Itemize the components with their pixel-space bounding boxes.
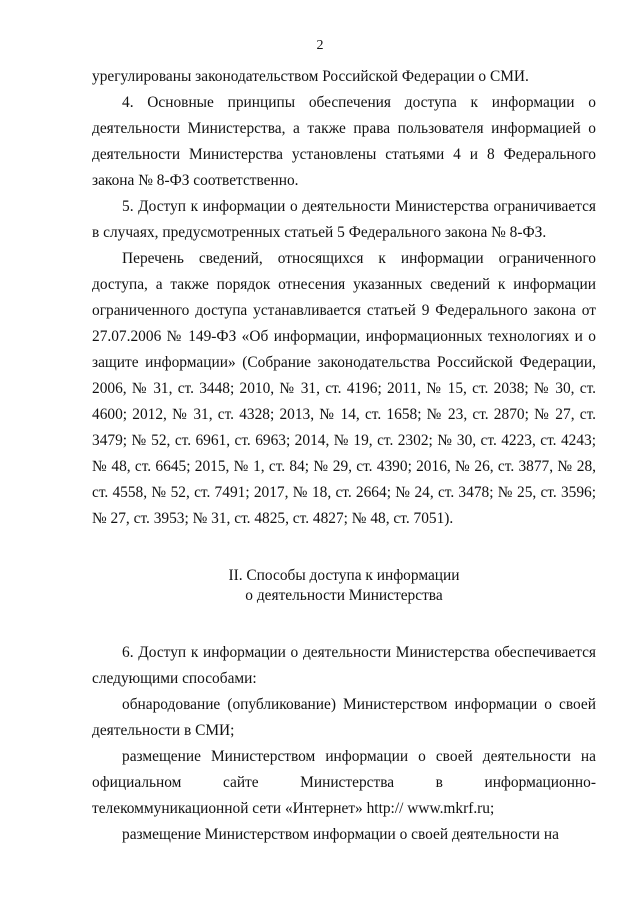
section-heading-line-1: II. Способы доступа к информации bbox=[228, 567, 460, 584]
paragraph-continuation: урегулированы законодательством Российской Федерации о СМИ. bbox=[92, 68, 529, 85]
paragraph-item-6: 6. Доступ к информации о деятельности Министерства обеспечивается следующими способами: bbox=[92, 644, 596, 687]
section-heading-line-2: о деятельности Министерства bbox=[245, 587, 443, 604]
document-body bbox=[92, 64, 596, 848]
paragraph-restricted-info-list: Перечень сведений, относящихся к информации ограниченного доступа, а также порядок отнесения указанных сведений к информации ограниченного доступа устанавливается статьей 9 Федерального закона от 27.07.2006 № 149-ФЗ «Об информации, информационных технологиях и о защите информации» (Собрание законодательства Российской Федерации, 2006, № 31, ст. 3448; 2010, № 31, ст. 4196; 2011, № 15, ст. 2038; № 30, ст. 4600; 2012, № 31, ст. 4328; 2013, № 14, ст. 1658; № 23, ст. 2870; № 27, ст. 3479; № 52, ст. 6961, ст. 6963; 2014, № 19, ст. 2302; № 30, ст. 4223, ст. 4243; № 48, ст. 6645; 2015, № 1, ст. 84; № 29, ст. 4390; 2016, № 26, ст. 3877, № 28, ст. 4558, № 52, ст. 7491; 2017, № 18, ст. 2664; № 24, ст. 3478; № 25, ст. 3596; № 27, ст. 3953; № 31, ст. 4825, ст. 4827; № 48, ст. 7051). bbox=[92, 250, 596, 527]
paragraph-method-placement: размещение Министерством информации о своей деятельности на bbox=[122, 826, 559, 843]
page-number: 2 bbox=[316, 38, 324, 53]
paragraph-item-4: 4. Основные принципы обеспечения доступа к информации о деятельности Министерства, а также права пользователя информацией о деятельности Министерства установлены статьями 4 и 8 Федерального закона № 8-ФЗ соответственно. bbox=[92, 94, 596, 189]
section-heading bbox=[92, 566, 596, 606]
paragraph-method-website: размещение Министерством информации о своей деятельности на официальном сайте Министерства в информационно-телекоммуникационной сети «Интернет» http:// www.mkrf.ru; bbox=[92, 748, 596, 817]
paragraph-method-publication: обнародование (опубликование) Министерством информации о своей деятельности в СМИ; bbox=[92, 696, 596, 739]
paragraph-item-5: 5. Доступ к информации о деятельности Министерства ограничивается в случаях, предусмотренных статьей 5 Федерального закона № 8-ФЗ. bbox=[92, 198, 596, 241]
